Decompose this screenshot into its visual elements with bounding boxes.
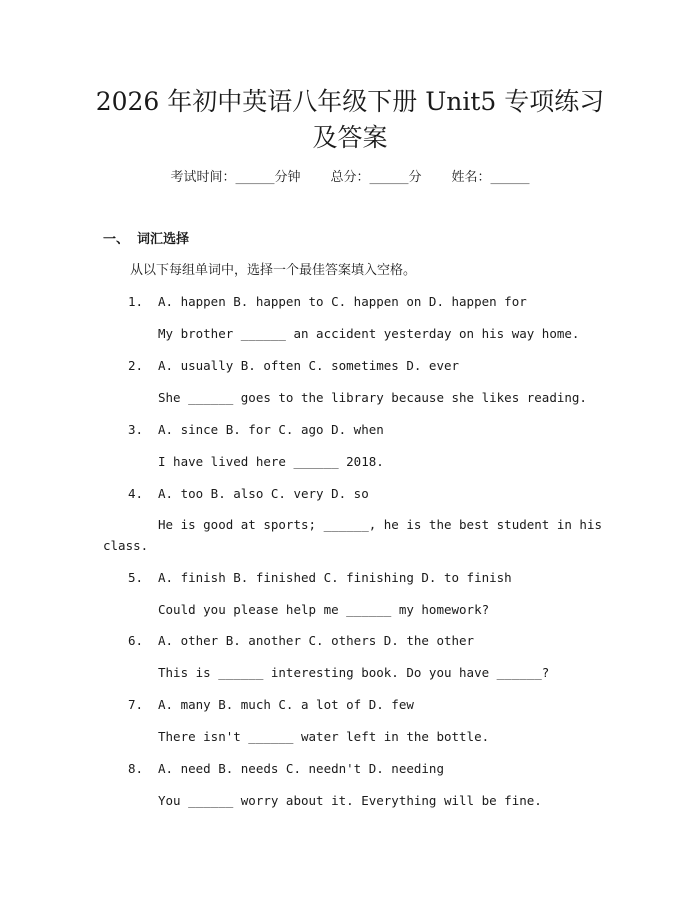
document-title-line-2: 及答案 — [312, 123, 388, 152]
total-score-field: 总分：______分 — [330, 170, 422, 185]
question-sentence: My brother ______ an accident yesterday on his way home. — [158, 326, 580, 341]
question-options: A. usually B. often C. sometimes D. ever — [158, 358, 460, 373]
question-number: 7. — [128, 697, 144, 712]
question-sentence: I have lived here ______ 2018. — [158, 454, 384, 469]
document-title-line-1: 2026 年初中英语八年级下册 Unit5 专项练习 — [95, 87, 605, 116]
question-sentence: This is ______ interesting book. Do you have ______? — [158, 665, 550, 680]
question-number: 1. — [128, 294, 144, 309]
question-sentence-continuation: class. — [103, 538, 149, 553]
question-number: 5. — [128, 570, 144, 585]
question-number: 4. — [128, 486, 144, 501]
question-options: A. many B. much C. a lot of D. few — [158, 697, 414, 712]
section-number: 一、 — [103, 232, 130, 247]
question-sentence: She ______ goes to the library because she likes reading. — [158, 390, 587, 405]
question-sentence: He is good at sports; ______, he is the best student in his — [158, 517, 603, 532]
section-title: 词汇选择 — [137, 232, 190, 247]
question-options: A. need B. needs C. needn't D. needing — [158, 761, 444, 776]
question-options: A. finish B. finished C. finishing D. to finish — [158, 570, 512, 585]
question-sentence: There isn't ______ water left in the bottle. — [158, 729, 490, 744]
question-sentence: Could you please help me ______ my homework? — [158, 602, 490, 617]
question-options: A. other B. another C. others D. the other — [158, 633, 475, 648]
section-heading — [103, 231, 189, 249]
question-options: A. happen B. happen to C. happen on D. happen for — [158, 294, 527, 309]
question-options: A. since B. for C. ago D. when — [158, 422, 384, 437]
exam-info — [0, 169, 700, 187]
section-instructions: 从以下每组单词中，选择一个最佳答案填入空格。 — [130, 263, 417, 278]
question-number: 2. — [128, 358, 144, 373]
question-number: 6. — [128, 633, 144, 648]
question-options: A. too B. also C. very D. so — [158, 486, 369, 501]
question-number: 3. — [128, 422, 144, 437]
question-number: 8. — [128, 761, 144, 776]
student-name-field: 姓名：______ — [451, 170, 530, 185]
question-sentence: You ______ worry about it. Everything will be fine. — [158, 793, 542, 808]
exam-time-field: 考试时间：______分钟 — [170, 170, 301, 185]
